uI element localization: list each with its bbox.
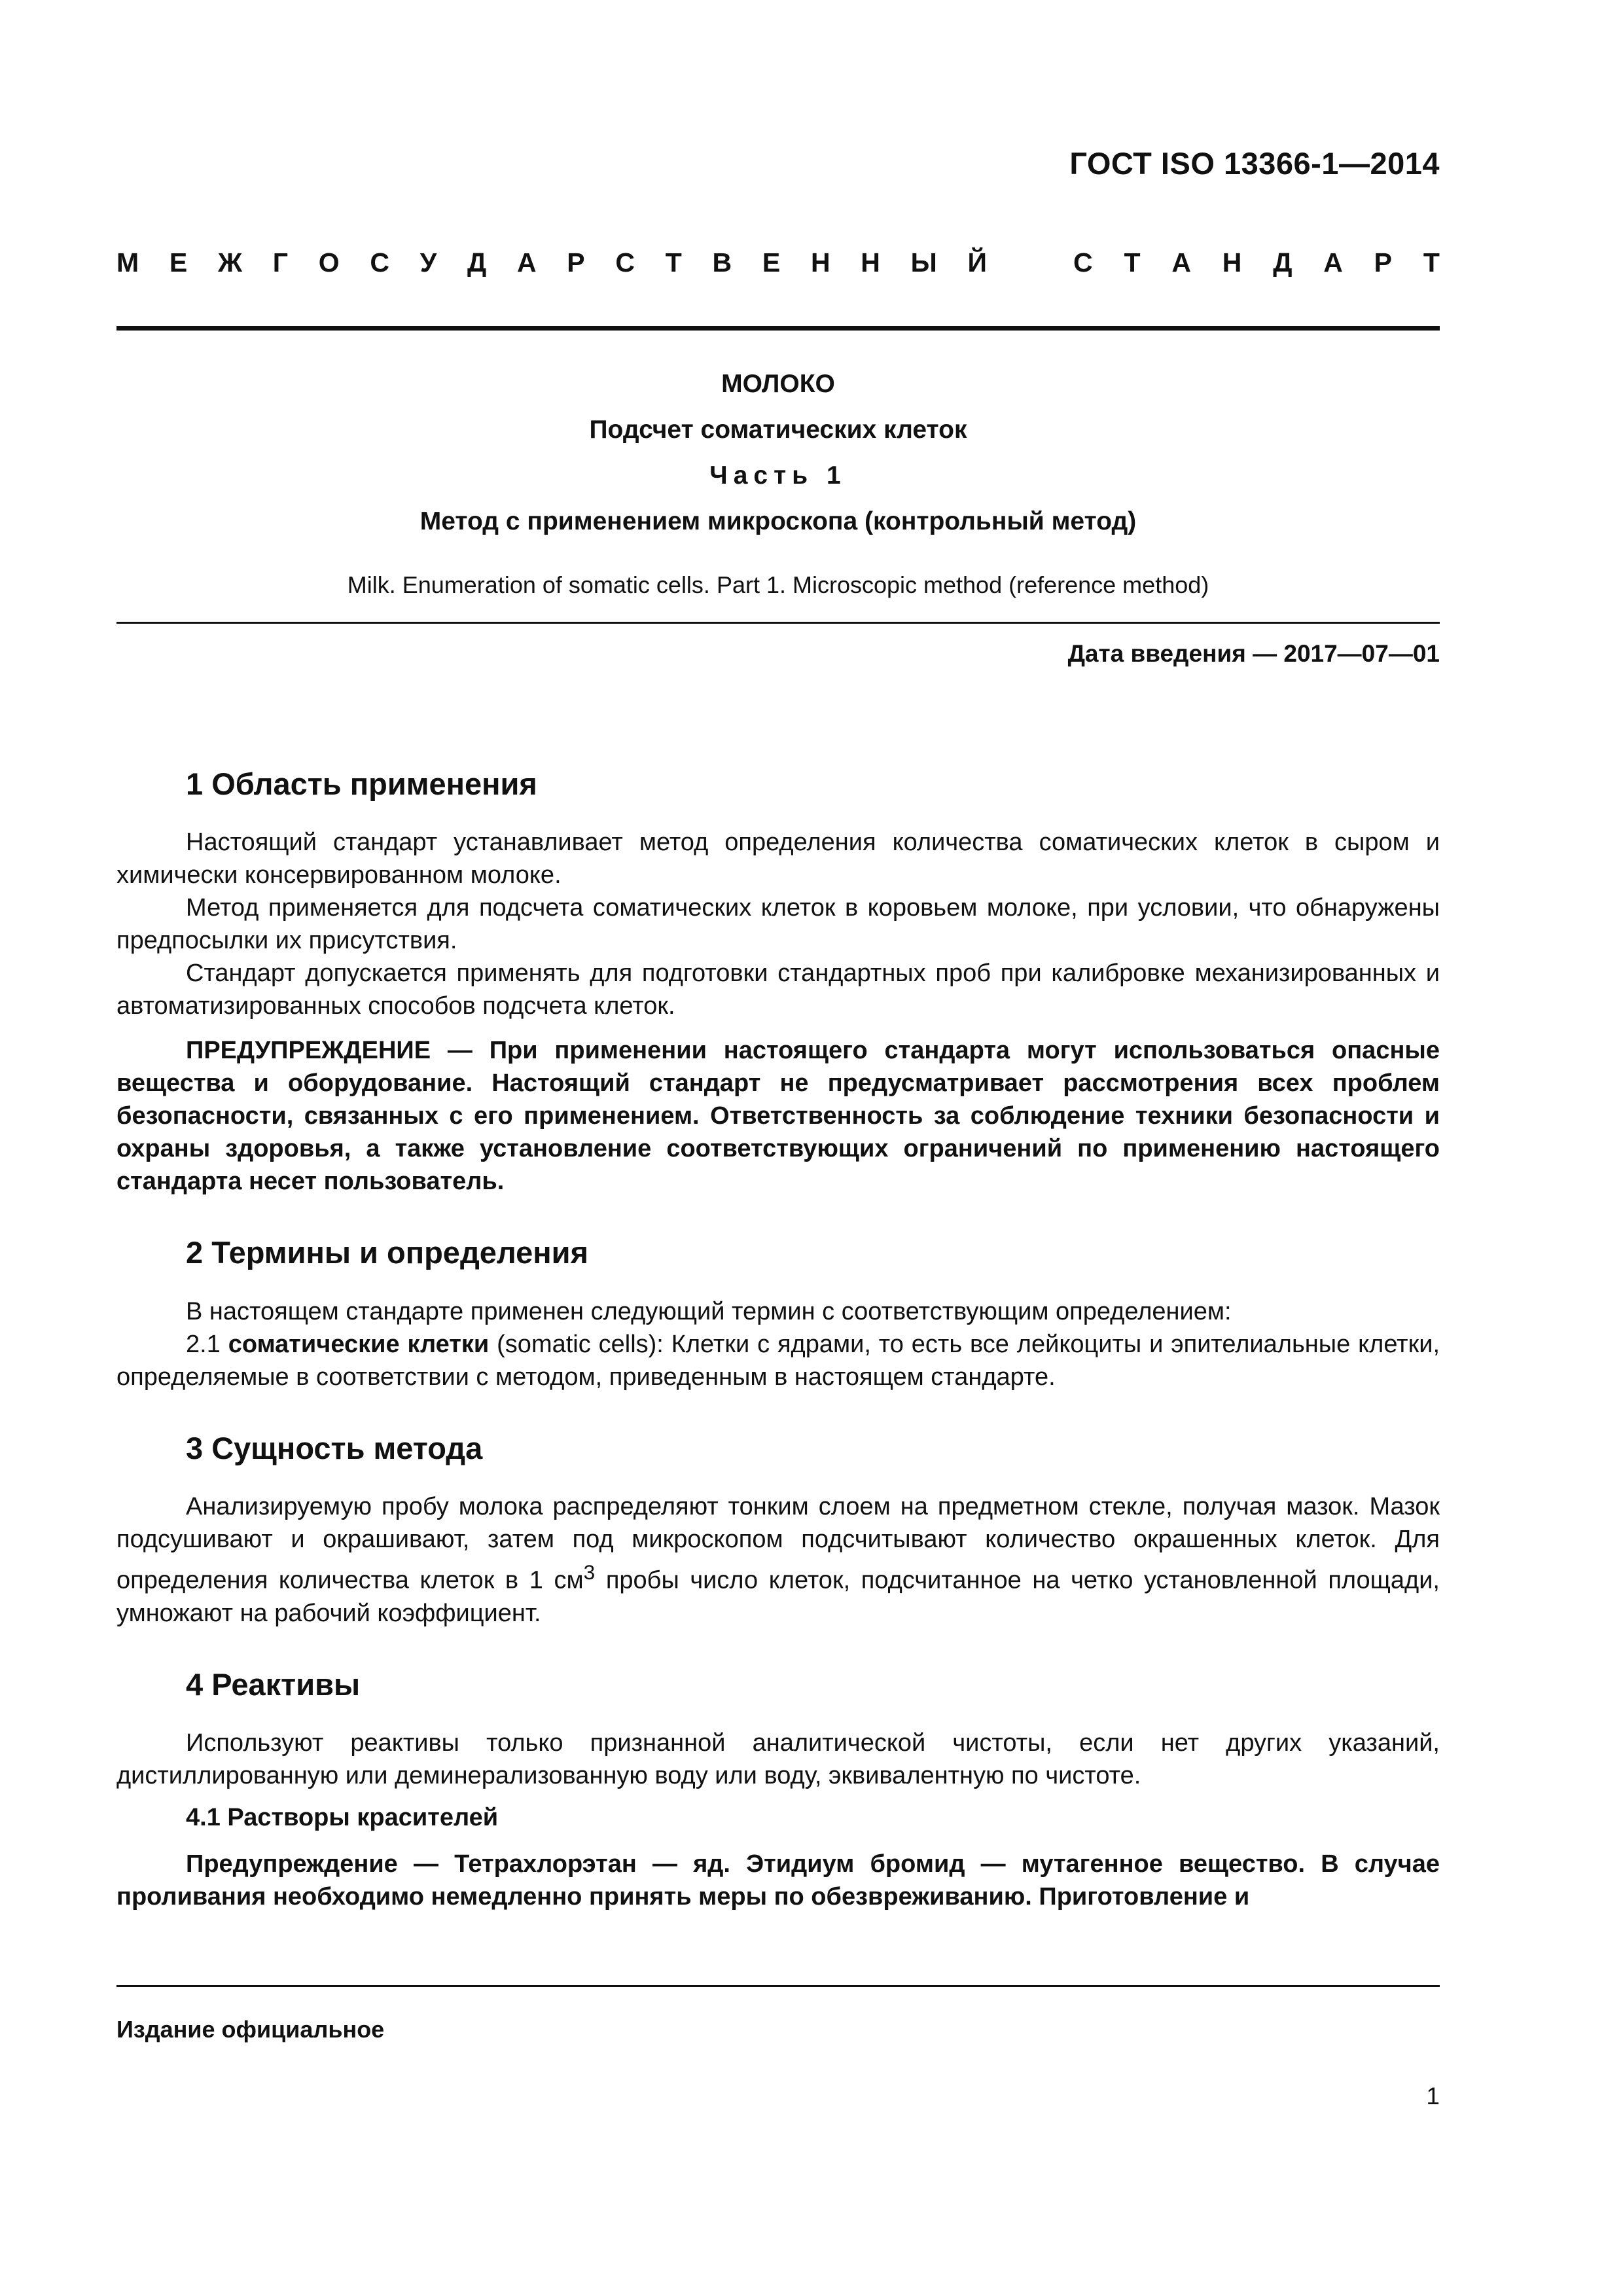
title-rule xyxy=(116,622,1440,624)
section-heading: 4 Реактивы xyxy=(186,1666,361,1702)
banner-letter: Е xyxy=(169,247,188,278)
standard-designation: ГОСТ ISO 13366-1—2014 xyxy=(1069,146,1440,181)
term-name: соматические клетки xyxy=(228,1330,490,1358)
banner-letter: С xyxy=(615,247,635,278)
safety-warning: ПРЕДУПРЕЖДЕНИЕ — При применении настоящего стандарта могут использоваться опасные вещества и оборудование. Настоящий стандарт не предусматривает рассмотрения всех проблем безопасности, связанных с его применением. Ответственность за соблюдение техники безопасности и охраны здоровья, а также установление соответствующих ограничений по применению настоящего стандарта несет пользователь. xyxy=(116,1037,1440,1196)
page-number: 1 xyxy=(1426,2083,1440,2109)
banner-word-interstate xyxy=(116,247,987,278)
banner-letter: Т xyxy=(1124,247,1141,278)
title-english: Milk. Enumeration of somatic cells. Part 1. Microscopic method (reference method) xyxy=(347,571,1209,598)
title-part: Часть 1 xyxy=(709,461,847,490)
paragraph: В настоящем стандарте применен следующий термин с соответствующим определением: xyxy=(186,1297,1232,1325)
banner-letter: А xyxy=(516,247,537,278)
banner-letter: Р xyxy=(1374,247,1393,278)
banner-letter: Е xyxy=(762,247,781,278)
footer-rule xyxy=(116,1985,1440,1987)
banner-letter: О xyxy=(318,247,340,278)
title-subject: Подсчет соматических клеток xyxy=(589,416,967,444)
banner-letter: У xyxy=(419,247,437,278)
section-scope xyxy=(116,766,1440,1198)
paragraph xyxy=(116,1490,1440,1630)
paragraph: Настоящий стандарт устанавливает метод определения количества соматических клеток в сыром и химически консервированном молоке. xyxy=(116,829,1440,889)
section-principle xyxy=(116,1430,1440,1630)
banner-letter: Н xyxy=(810,247,830,278)
banner-letter: Й xyxy=(967,247,987,278)
official-edition-label: Издание официальное xyxy=(116,2016,385,2043)
banner-letter: Д xyxy=(467,247,487,278)
safety-warning: Предупреждение — Тетрахлорэтан — яд. Этидиум бромид — мутагенное вещество. В случае проливания необходимо немедленно принять меры по обезвреживанию. Приготовление и xyxy=(116,1850,1440,1911)
banner-letter: А xyxy=(1171,247,1191,278)
subsection-heading: 4.1 Растворы красителей xyxy=(186,1804,499,1832)
introduction-date: Дата введения — 2017—07—01 xyxy=(1067,640,1440,667)
title-product: МОЛОКО xyxy=(721,370,835,398)
section-heading: 3 Сущность метода xyxy=(186,1430,483,1465)
banner-letter: Н xyxy=(1222,247,1242,278)
document-body xyxy=(116,766,1440,1950)
banner-letter: Г xyxy=(272,247,289,278)
header-rule xyxy=(116,326,1440,331)
section-heading: 2 Термины и определения xyxy=(186,1235,588,1270)
banner-letter: Т xyxy=(1423,247,1440,278)
banner-letter: С xyxy=(1073,247,1093,278)
banner-letter: Р xyxy=(567,247,585,278)
title-method: Метод с применением микроскопа (контрольный метод) xyxy=(419,507,1137,535)
banner-letter: М xyxy=(116,247,139,278)
section-terms xyxy=(116,1234,1440,1393)
superscript: 3 xyxy=(583,1560,596,1585)
section-heading: 1 Область применения xyxy=(186,766,537,801)
banner-letter: Т xyxy=(665,247,682,278)
principle-text-a: Анализируемую пробу молока распределяют тонким слоем на предметном стекле, получая мазок. Мазок подсушивают и окрашивают, затем под микроскопом подсчитывают количество окрашенных клеток. Для определения количества клеток в 1 см xyxy=(116,1493,1440,1594)
banner-letter: Д xyxy=(1273,247,1293,278)
term-english: (somatic cells): xyxy=(497,1330,664,1358)
paragraph: Используют реактивы только признанной аналитической чистоты, если нет других указаний, дистиллированную или деминерализованную воду или воду, эквивалентную по чистоте. xyxy=(116,1729,1440,1790)
principle-text-b: пробы число клеток, подсчитанное на четко установленной площади, умножают на рабочий коэффициент. xyxy=(116,1566,1440,1627)
paragraph: Метод применяется для подсчета соматических клеток в коровьем молоке, при условии, что обнаружены предпосылки их присутствия. xyxy=(116,894,1440,955)
banner-letter: В xyxy=(712,247,732,278)
term-number: 2.1 xyxy=(186,1330,221,1358)
term-definition xyxy=(116,1328,1440,1393)
banner-letter: Ж xyxy=(217,247,243,278)
banner-letter: А xyxy=(1323,247,1343,278)
interstate-standard-banner xyxy=(116,247,1440,278)
paragraph: Стандарт допускается применять для подготовки стандартных проб при калибровке механизированных и автоматизированных способов подсчета клеток. xyxy=(116,960,1440,1020)
section-reagents xyxy=(116,1666,1440,1913)
term-text: Клетки с ядрами, то есть все лейкоциты и эпителиальные клетки, определяемые в соответствии с методом, приведенным в настоящем стандарте. xyxy=(116,1330,1440,1391)
banner-letter: С xyxy=(370,247,390,278)
banner-word-standard xyxy=(1073,247,1440,278)
banner-letter: Н xyxy=(861,247,880,278)
banner-letter: Ы xyxy=(910,247,937,278)
